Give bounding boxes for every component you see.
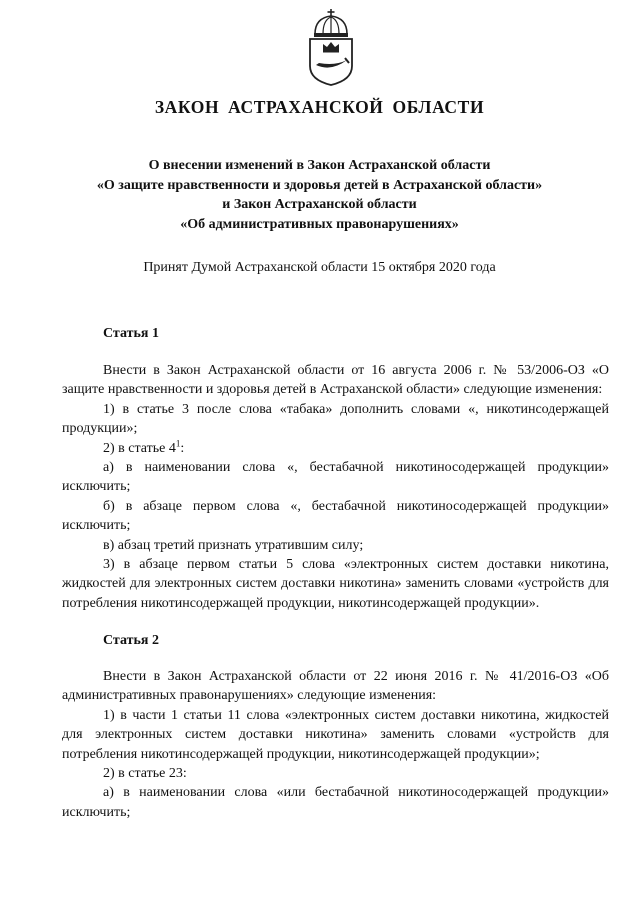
- law-subtitle: [40, 156, 599, 234]
- article-1-item-1: 1) в статье 3 после слова «табака» дополнить словами «, никотинсодержащей продукции»;: [62, 401, 609, 437]
- article-2-item-2: 2) в статье 23:: [103, 766, 187, 782]
- article-2-item-2a: а) в наименовании слова «или бестабачной никотиносодержащей продукции» исключить;: [62, 785, 609, 820]
- law-title: ЗАКОН АСТРАХАНСКОЙ ОБЛАСТИ: [154, 97, 485, 117]
- article-1-item-2b: б) в абзаце первом слова «, бестабачной никотиносодержащей продукции» исключить;: [62, 498, 609, 534]
- article-2-item-1: 1) в части 1 статьи 11 слова «электронных систем доставки никотина, жидкостей для электронных систем доставки никотина» заменить словами «устройств для потребления никотинсодержащей продукции, никотинсодержащей продукции»;: [62, 707, 609, 762]
- item-2-colon: :: [180, 440, 185, 456]
- article-1-item-2a: а) в наименовании слова «, бестабачной никотиносодержащей продукции» исключить;: [62, 460, 609, 495]
- coat-of-arms-icon: [305, 8, 357, 86]
- subtitle-line: О внесении изменений в Закон Астраханской области: [148, 158, 491, 173]
- article-1-intro: Внести в Закон Астраханской области от 16 августа 2006 г. № 53/2006-ОЗ «О защите нравственности и здоровья детей в Астраханской области» следующие изменения:: [62, 363, 609, 398]
- article-1-heading: Статья 1: [103, 326, 159, 341]
- article-1-item-2c: в) абзац третий признать утратившим силу;: [103, 537, 364, 553]
- article-2-intro: Внести в Закон Астраханской области от 22 июня 2016 г. № 41/2016-ОЗ «Об административных правонарушениях» следующие изменения:: [62, 669, 609, 704]
- subtitle-line: «Об административных правонарушениях»: [180, 216, 459, 232]
- subtitle-line: и Закон Астраханской области: [222, 197, 417, 212]
- article-1-body: [62, 361, 609, 613]
- article-2-body: [62, 667, 609, 822]
- article-1-item-3: 3) в абзаце первом статьи 5 слова «электронных систем доставки никотина, жидкостей для электронных систем доставки никотина» заменить словами «устройств для потребления никотинсодержащей продукции, никотинсодержащей продукции».: [62, 557, 609, 611]
- subtitle-line: «О защите нравственности и здоровья детей в Астраханской области»: [96, 177, 543, 193]
- item-2-text: 2) в статье 4: [103, 440, 176, 456]
- article-1-item-2: [62, 439, 609, 458]
- article-2-heading: Статья 2: [103, 633, 159, 648]
- item-2-superscript: 1: [175, 437, 181, 448]
- adoption-statement: Принят Думой Астраханской области 15 октября 2020 года: [143, 260, 496, 275]
